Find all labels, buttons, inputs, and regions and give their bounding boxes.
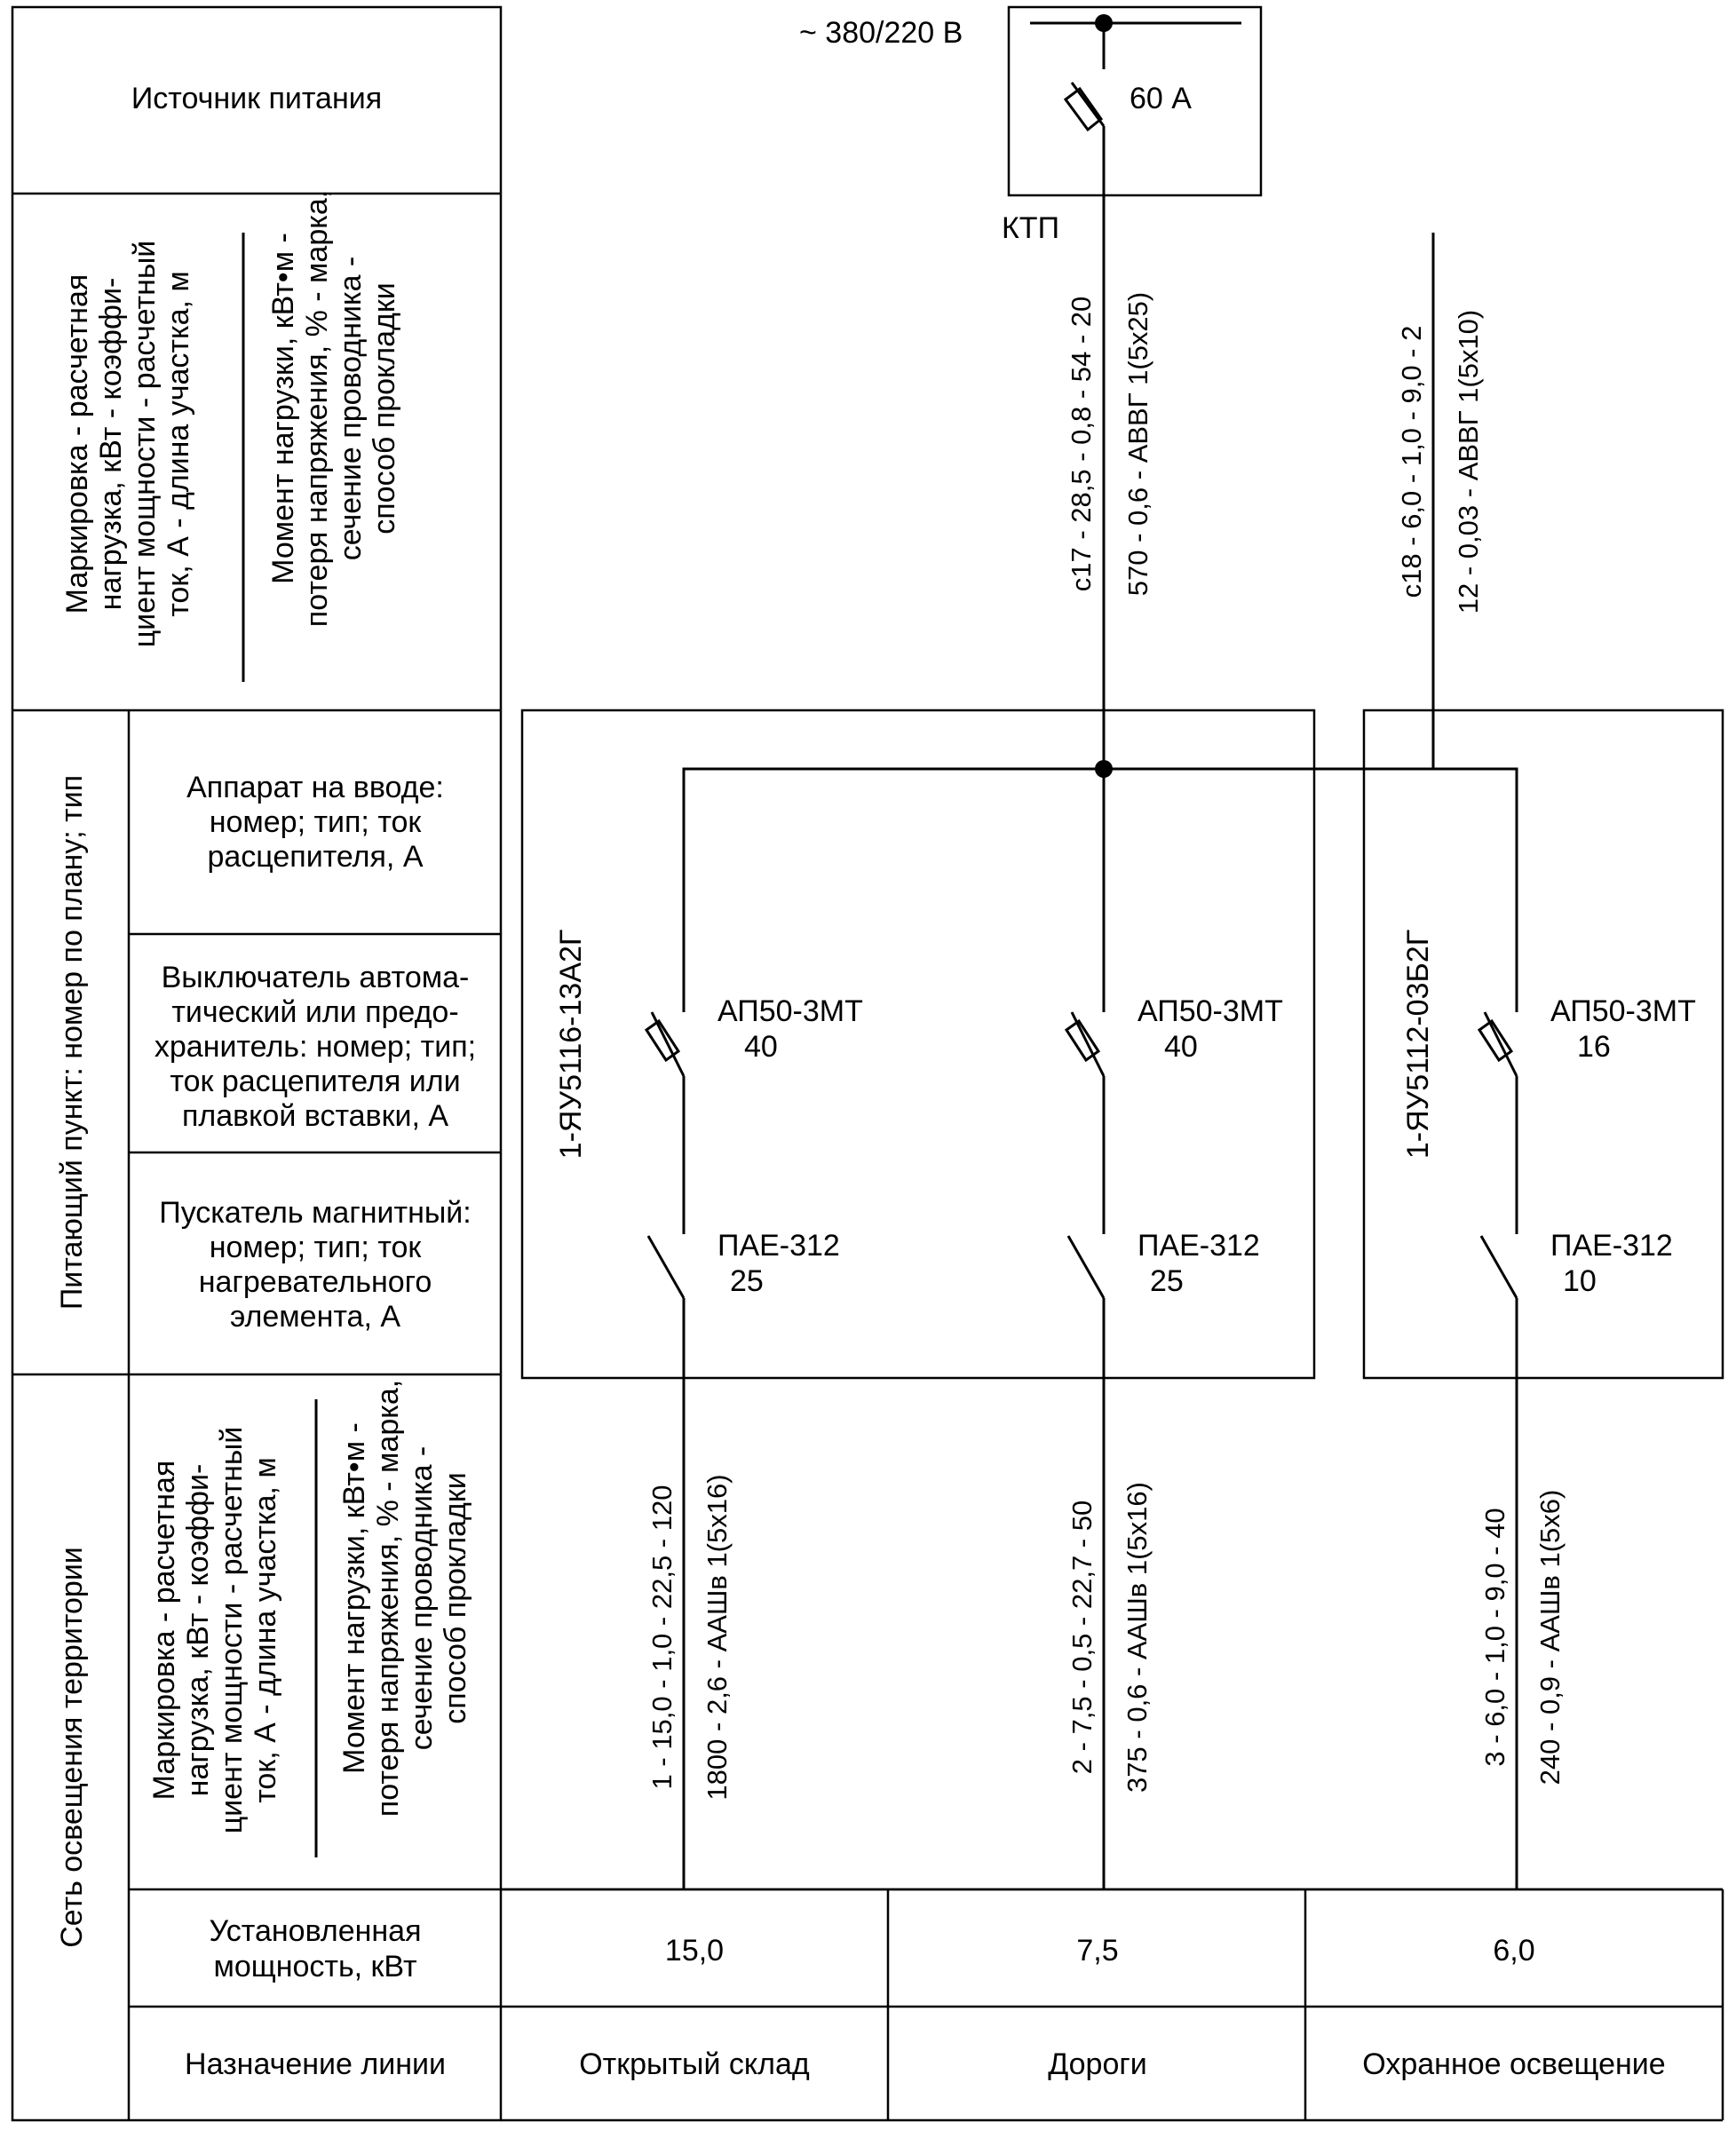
feeding-point-label: Питающий пункт: номер по плану; тип	[55, 774, 89, 1311]
supply-voltage: ~ 380/220 В	[799, 16, 963, 50]
line-1-breaker-current: 40	[744, 1030, 778, 1064]
line-3-breaker-type: АП50-3МТ	[1550, 994, 1696, 1028]
line-3-starter-type: ПАЕ-312	[1550, 1229, 1673, 1263]
input-device-line: расцепителя, А	[207, 840, 424, 874]
line-2-breaker-current: 40	[1164, 1030, 1198, 1064]
line-purpose-label: Назначение линии	[185, 2047, 446, 2081]
input-device-cell	[186, 771, 444, 874]
moment-top-line: сечение проводника -	[334, 256, 368, 561]
starter-desc-line: нагревательного	[198, 1265, 432, 1299]
marking-bottom-line: Маркировка - расчетная	[147, 1460, 181, 1801]
breaker-desc-line: хранитель: номер; тип;	[154, 1030, 477, 1064]
moment-bottom-line: Момент нагрузки, кВт•м -	[337, 1422, 371, 1774]
input-device-line: Аппарат на вводе:	[186, 771, 444, 804]
moment-top-line: способ прокладки	[368, 282, 401, 534]
line-1-starter-type: ПАЕ-312	[717, 1229, 840, 1263]
line-purpose-2: Дороги	[1048, 2047, 1147, 2081]
marking-bottom-line: ток, А - длина участка, м	[249, 1457, 282, 1803]
line-3-cable: 240 - 0,9 - ААШв 1(5х6)	[1534, 1489, 1566, 1786]
lighting-net-label: Сеть освещения территории	[55, 1547, 89, 1948]
line-purpose-3: Охранное освещение	[1362, 2047, 1666, 2081]
source-label: Источник питания	[131, 82, 383, 115]
marking-bottom-line: нагрузка, кВт - коэффи-	[181, 1463, 215, 1797]
feeder-2-marking: с18 - 6,0 - 1,0 - 9,0 - 2	[1396, 325, 1427, 598]
breaker-desc-line: плавкой вставки, А	[181, 1099, 449, 1133]
line-1-breaker-type: АП50-3МТ	[717, 994, 863, 1028]
marking-bottom-line: циент мощности - расчетный	[215, 1426, 249, 1834]
line-2-breaker-type: АП50-3МТ	[1138, 994, 1283, 1028]
breaker-trip-element	[646, 1021, 678, 1060]
moment-bottom-line: сечение проводника -	[405, 1445, 439, 1751]
substation-label: КТП	[1002, 211, 1060, 245]
breaker-desc-line: тический или предо-	[171, 995, 459, 1029]
line-purpose-1: Открытый склад	[579, 2047, 810, 2081]
installed-power-2: 7,5	[1076, 1934, 1119, 1968]
panel-2-type: 1-ЯУ5112-03Б2Г	[1401, 929, 1435, 1160]
panel-1-type: 1-ЯУ5116-13А2Г	[554, 929, 588, 1160]
feeder-1-cable: 570 - 0,6 - АВВГ 1(5х25)	[1122, 291, 1153, 597]
installed-power-3: 6,0	[1493, 1934, 1535, 1968]
feeder-1-marking: с17 - 28,5 - 0,8 - 54 - 20	[1066, 296, 1097, 592]
starter-desc-line: элемента, А	[229, 1300, 401, 1334]
line-1-marking: 1 - 15,0 - 1,0 - 22,5 - 120	[646, 1485, 678, 1790]
moment-bottom-line: способ прокладки	[439, 1472, 472, 1724]
breaker-trip-element	[1066, 89, 1101, 130]
installed-power-1: 15,0	[664, 1934, 725, 1968]
line-2-starter-current: 25	[1150, 1264, 1184, 1298]
line-1-cable: 1800 - 2,6 - ААШв 1(5х16)	[702, 1474, 733, 1801]
outgoing-lines	[646, 769, 1696, 1889]
starter-desc-line: номер; тип; ток	[209, 1231, 422, 1264]
moment-bottom-block	[337, 1380, 472, 1817]
starter-desc-line: Пускатель магнитный:	[159, 1196, 472, 1230]
input-device-line: номер; тип; ток	[209, 805, 422, 839]
starter-contact	[1481, 1236, 1517, 1298]
breaker-cell	[155, 961, 476, 1133]
starter-contact	[648, 1236, 684, 1298]
starter-cell	[159, 1196, 472, 1334]
line-1-starter-current: 25	[730, 1264, 764, 1298]
installed-power-label-line: Установленная	[209, 1914, 422, 1948]
substation-ktp	[799, 7, 1261, 778]
breaker-desc-line: ток расцепителя или	[170, 1065, 461, 1098]
line-2-starter-type: ПАЕ-312	[1138, 1229, 1260, 1263]
breaker-trip-element	[1066, 1021, 1098, 1060]
breaker-trip-element	[1479, 1021, 1511, 1060]
starter-contact	[1068, 1236, 1104, 1298]
breaker-symbol	[1066, 83, 1104, 130]
line-2-cable: 375 - 0,6 - ААШв 1(5х16)	[1122, 1482, 1153, 1793]
line-3-starter-current: 10	[1563, 1264, 1597, 1298]
line-3-breaker-current: 16	[1577, 1030, 1611, 1064]
feeder-2-cable: 12 - 0,03 - АВВГ 1(5х10)	[1453, 309, 1484, 614]
marking-top-line: Маркировка - расчетная	[60, 273, 94, 614]
marking-top-line: ток, А - длина участка, м	[162, 271, 195, 617]
line-2-marking: 2 - 7,5 - 0,5 - 22,7 - 50	[1066, 1500, 1098, 1775]
moment-top-line: Момент нагрузки, кВт•м -	[266, 233, 300, 584]
moment-top-line: потеря напряжения, % - марка,	[300, 189, 334, 628]
moment-bottom-line: потеря напряжения, % - марка,	[371, 1379, 405, 1817]
marking-top-block	[60, 241, 195, 648]
marking-top-line: циент мощности - расчетный	[128, 240, 162, 648]
distribution-bus	[684, 769, 1517, 1012]
supply-breaker-current: 60 А	[1130, 82, 1192, 115]
installed-power-label-line: мощность, кВт	[213, 1950, 417, 1984]
line-3-marking: 3 - 6,0 - 1,0 - 9,0 - 40	[1479, 1508, 1510, 1767]
marking-top-line: нагрузка, кВт - коэффи-	[94, 277, 128, 611]
breaker-desc-line: Выключатель автома-	[161, 961, 470, 994]
moment-top-block	[266, 190, 401, 627]
marking-bottom-block	[147, 1427, 282, 1834]
